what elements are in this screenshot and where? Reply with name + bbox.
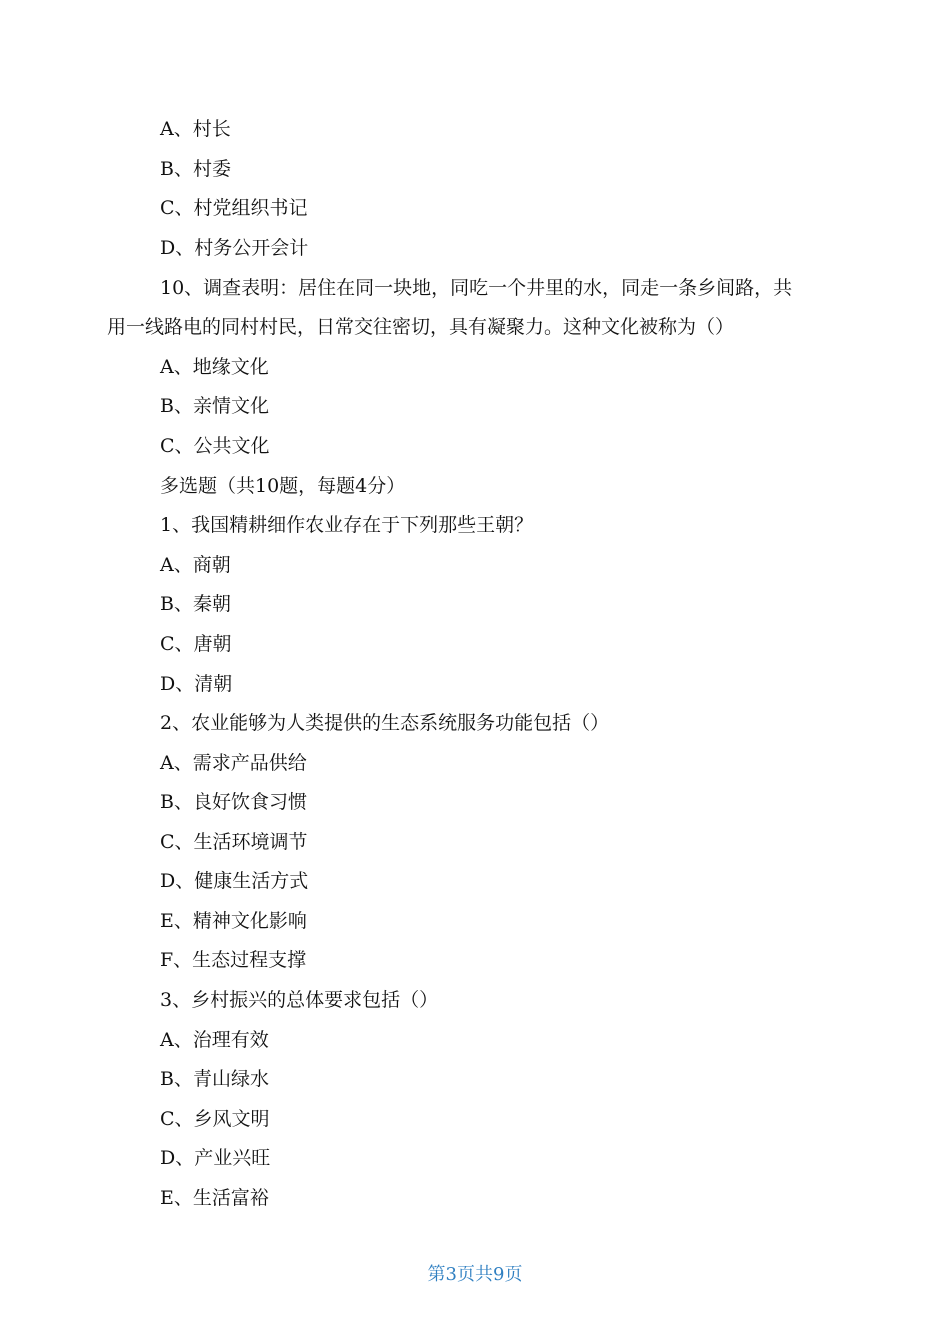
question-line: 1、我国精耕细作农业存在于下列那些王朝？	[160, 514, 534, 536]
option-line: D、产业兴旺	[160, 1147, 271, 1169]
option-line: C、生活环境调节	[160, 831, 308, 853]
option-line: A、地缘文化	[160, 356, 269, 378]
option-line: A、村长	[160, 118, 231, 140]
question-line-continued: 用一线路电的同村村民，日常交往密切，具有凝聚力。这种文化被称为（）	[107, 316, 735, 338]
option-line: E、生活富裕	[160, 1187, 269, 1209]
option-line: B、村委	[160, 158, 231, 180]
question-line: 3、乡村振兴的总体要求包括（）	[160, 989, 439, 1011]
option-line: C、村党组织书记	[160, 197, 308, 219]
option-line: A、治理有效	[160, 1029, 269, 1051]
option-line: A、商朝	[160, 554, 231, 576]
page-number: 第3页共9页	[427, 1264, 523, 1285]
option-line: C、唐朝	[160, 633, 232, 655]
option-line: B、秦朝	[160, 593, 231, 615]
option-line: B、良好饮食习惯	[160, 791, 307, 813]
option-line: B、青山绿水	[160, 1068, 269, 1090]
option-line: D、清朝	[160, 673, 233, 695]
option-line: C、公共文化	[160, 435, 270, 457]
page-footer	[0, 1263, 950, 1287]
option-line: B、亲情文化	[160, 395, 269, 417]
option-line: E、精神文化影响	[160, 910, 307, 932]
option-line: A、需求产品供给	[160, 752, 307, 774]
option-line: C、乡风文明	[160, 1108, 270, 1130]
section-heading: 多选题（共10题，每题4分）	[160, 475, 406, 497]
question-line: 10、调查表明：居住在同一块地，同吃一个井里的水，同走一条乡间路，共	[160, 277, 793, 299]
option-line: D、村务公开会计	[160, 237, 309, 259]
option-line: F、生态过程支撑	[160, 949, 307, 971]
question-line: 2、农业能够为人类提供的生态系统服务功能包括（）	[160, 712, 610, 734]
option-line: D、健康生活方式	[160, 870, 309, 892]
